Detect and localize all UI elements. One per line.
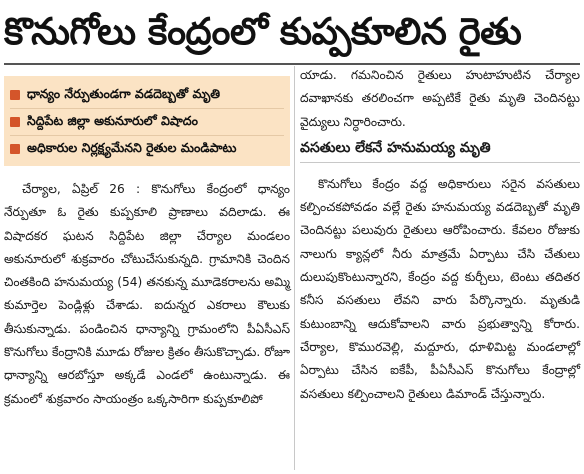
bullet-icon — [10, 90, 20, 100]
left-column — [4, 76, 290, 411]
highlights-box — [4, 76, 290, 166]
left-body-text: చేర్యాల, ఏప్రిల్ 26 : కొనుగోలు కేంద్రంలో ధాన్యం నేర్పుతూ ఓ రైతు కుప్పకూలి ప్రాణాలు వదిలాడు. ఈ విషాదకర ఘటన సిద్దిపేట జిల్లా చేర్యాల మండలం అకునూరులో శుక్రవారం చోటుచేసుకున్నది. గ్రామానికి చెందిన చింతకింది హనుమయ్య (54) తనకున్న మూడెకరాలను అమ్మి కుమార్తెల పెండ్లిళ్లు చేశాడు. ఐదున్నర ఎకరాలు కౌలుకు తీసుకున్నాడు. పండించిన ధాన్యాన్ని గ్రామంలోని పీఏసీఎస్ కొనుగోలు కేంద్రానికి మూడు రోజుల క్రితం తీసుకొచ్చాడు. రోజూ ధాన్యాన్ని ఆరబోస్తూ అక్కడే ఎండలో ఉంటున్నాడు. ఈ క్రమంలో శుక్రవారం సాయంత్రం ఒక్కసారిగా కుప్పకూలిపో — [4, 182, 290, 406]
highlight-text: సిద్దిపేట జిల్లా అకునూరులో విషాదం — [27, 112, 198, 128]
right-column — [300, 64, 580, 406]
highlight-text: అధికారుల నిర్లక్ష్యమేనని రైతుల మండిపాటు — [27, 139, 237, 155]
column-divider — [294, 66, 295, 470]
headline: కొనుగోలు కేంద్రంలో కుప్పకూలిన రైతు — [4, 10, 522, 53]
subheading: వసతులు లేకనే హనుమయ్య మృతి — [300, 140, 580, 163]
right-body-text-1: యాడు. గమనించిన రైతులు హుటాహుటిన చేర్యాల దవాఖానకు తరలించగా అప్పటికే రైతు మృతి చెందినట్టు వైద్యులు నిర్ధారించారు. — [300, 68, 580, 129]
bullet-icon — [10, 144, 20, 154]
highlight-item — [10, 135, 284, 162]
bullet-icon — [10, 117, 20, 127]
highlight-item — [10, 82, 284, 108]
highlight-item — [10, 108, 284, 135]
right-body-text-2: కొనుగోలు కేంద్రం వద్ద అధికారులు సరైన వసతులు కల్పించకపోవడం వల్లే రైతు హనుమయ్య వడదెబ్బతో మృతి చెందినట్టు పలువురు రైతులు ఆరోపించారు. కేవలం రోజుకు నాలుగు క్యాన్లలో నీరు మాత్రమే ఏర్పాటు చేసి చేతులు దులుపుకొంటున్నారని, కేంద్రం వద్ద కుర్చీలు, టెంటు తదితర కనీస వసతులు లేవని వారు పేర్కొన్నారు. మృతుడి కుటుంబాన్ని ఆదుకోవాలని వారు ప్రభుత్వాన్ని కోరారు. చేర్యాల, కొమురవెల్లి, మద్దూరు, ధూళిమిట్ట మండలాల్లో ఏర్పాటు చేసిన ఐకేపీ, పీఏసీఎస్ కొనుగోలు కేంద్రాల్లో వసతులు కల్పించాలని రైతులు డిమాండ్ చేస్తున్నారు. — [300, 176, 580, 401]
highlight-text: ధాన్యం నేర్పుతుండగా వడదెబ్బతో మృతి — [27, 85, 220, 101]
